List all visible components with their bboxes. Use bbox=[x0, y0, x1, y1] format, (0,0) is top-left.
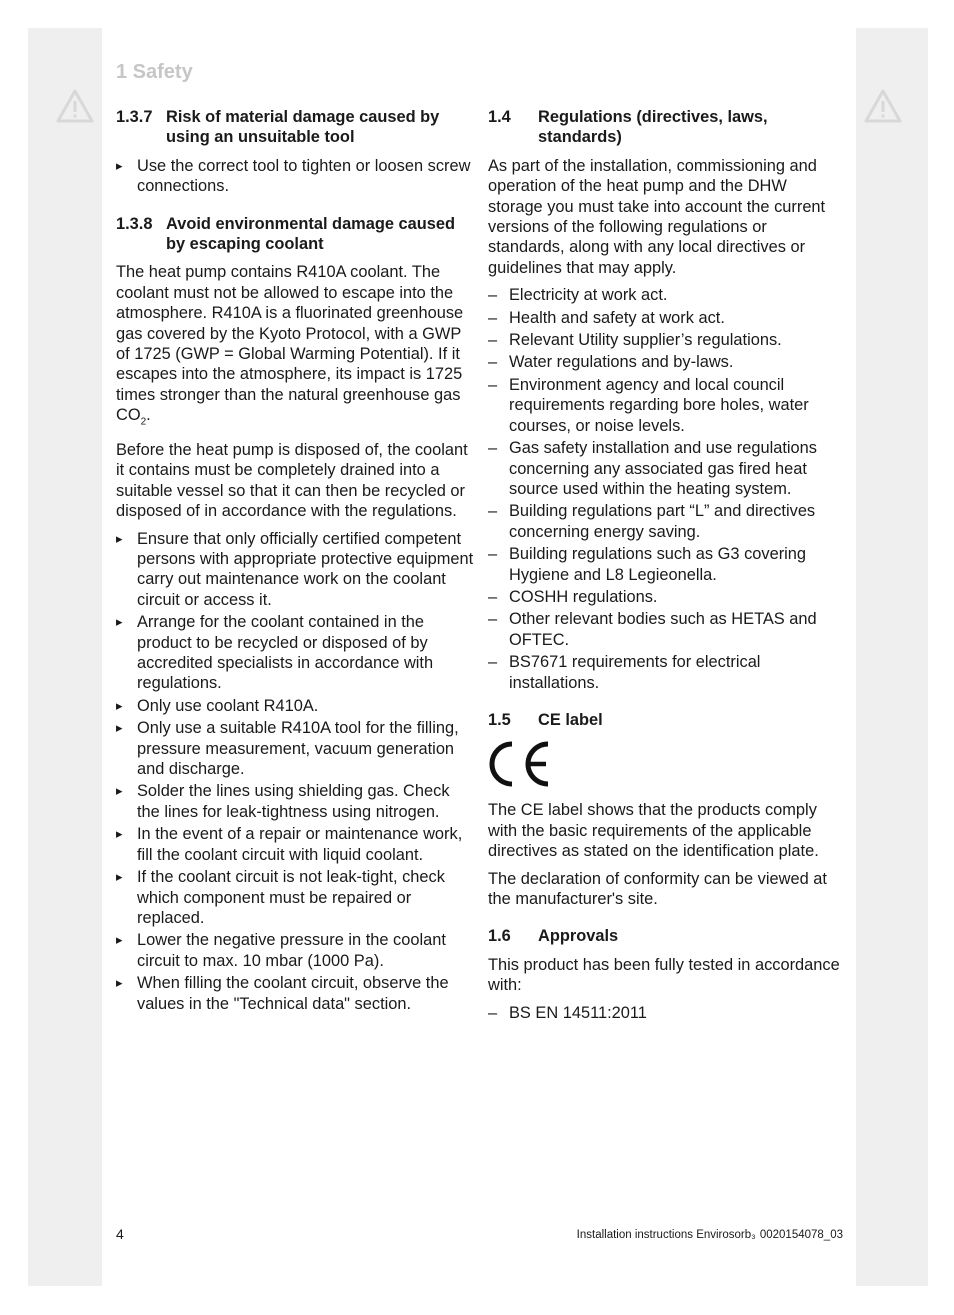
instruction-list bbox=[116, 529, 474, 1014]
list-item: – BS7671 requirements for electrical installations. bbox=[488, 652, 846, 693]
list-item: ▸ When filling the coolant circuit, observe the values in the "Technical data" section. bbox=[116, 973, 474, 1014]
heading-1-3-8 bbox=[116, 214, 474, 255]
footer-doc-info bbox=[573, 1229, 843, 1241]
heading-number: 1.5 bbox=[488, 710, 511, 729]
paragraph: The CE label shows that the products comply with the basic requirements of the applicable directives as stated on the identification plate. bbox=[488, 801, 819, 861]
list-item: – Building regulations such as G3 covering Hygiene and L8 Legieonella. bbox=[488, 544, 846, 585]
paragraph: As part of the installation, commissioning and operation of the heat pump and the DHW storage you must take into account the current versions of the following regulations or standards, along with any local directives or guidelines that may apply. bbox=[488, 156, 826, 277]
page-number: 4 bbox=[116, 1226, 124, 1242]
subscript: 2 bbox=[140, 416, 147, 428]
list-item: ▸ Solder the lines using shielding gas. Check the lines for leak-tightness using nitrogen. bbox=[116, 781, 474, 822]
list-item: – Environment agency and local council requirements regarding bore holes, water courses, or noise levels. bbox=[488, 375, 846, 436]
list-item: – Water regulations and by-laws. bbox=[488, 352, 846, 372]
list-item: – Building regulations part “L” and directives concerning energy saving. bbox=[488, 501, 846, 542]
list-item: ▸ If the coolant circuit is not leak-tight, check which component must be repaired or replaced. bbox=[116, 867, 474, 928]
list-item: ▸ Only use coolant R410A. bbox=[116, 696, 474, 716]
paragraph-end: . bbox=[146, 406, 151, 425]
heading-number: 1.3.8 bbox=[116, 214, 153, 233]
list-item: – Health and safety at work act. bbox=[488, 308, 846, 328]
paragraph: Before the heat pump is disposed of, the coolant it contains must be completely drained into a suitable vessel so that it can then be recycled or disposed of in accordance with the regulations. bbox=[116, 440, 468, 521]
heading-title: Risk of material damage caused by using an unsuitable tool bbox=[166, 108, 440, 147]
list-item: ▸ Lower the negative pressure in the coolant circuit to max. 10 mbar (1000 Pa). bbox=[116, 930, 474, 971]
warning-triangle-icon bbox=[863, 88, 903, 124]
heading-1-4 bbox=[488, 107, 846, 148]
paragraph bbox=[116, 262, 474, 433]
right-margin-band bbox=[856, 28, 928, 1286]
list-item: ▸ Only use a suitable R410A tool for the filling, pressure measurement, vacuum generation and discharge. bbox=[116, 718, 474, 779]
heading-number: 1.6 bbox=[488, 927, 511, 946]
list-item: ▸ In the event of a repair or maintenance work, fill the coolant circuit with liquid coolant. bbox=[116, 824, 474, 865]
heading-title: CE label bbox=[538, 710, 603, 729]
doc-number: 0020154078_03 bbox=[759, 1229, 843, 1241]
heading-1-6 bbox=[488, 926, 846, 946]
list-item: ▸ Arrange for the coolant contained in the product to be recycled or disposed of by accredited specialists in accordance with regulations. bbox=[116, 612, 474, 694]
instruction-list bbox=[116, 156, 474, 197]
doc-title: Installation instructions Envirosorb₃ bbox=[576, 1229, 756, 1241]
heading-title: Avoid environmental damage caused by escaping coolant bbox=[166, 214, 456, 254]
heading-title: Approvals bbox=[538, 927, 619, 946]
heading-number: 1.4 bbox=[488, 108, 511, 126]
warning-triangle-icon bbox=[55, 88, 95, 124]
right-column bbox=[488, 107, 846, 1040]
list-item: ▸ Use the correct tool to tighten or loosen screw connections. bbox=[116, 156, 474, 197]
section-title: 1 Safety bbox=[116, 61, 193, 83]
ce-mark-icon bbox=[488, 738, 846, 790]
list-item: – BS EN 14511:2011 bbox=[488, 1003, 846, 1023]
paragraph: This product has been fully tested in accordance with: bbox=[488, 955, 840, 995]
list-item: ▸ Ensure that only officially certified competent persons with appropriate protective equipment carry out maintenance work on the coolant circuit or access it. bbox=[116, 529, 474, 611]
heading-1-3-7 bbox=[116, 107, 474, 148]
regulations-list bbox=[488, 285, 846, 693]
list-item: – Electricity at work act. bbox=[488, 285, 846, 305]
list-item: – COSHH regulations. bbox=[488, 587, 846, 607]
left-column bbox=[116, 107, 474, 1031]
list-item: – Relevant Utility supplier’s regulations. bbox=[488, 330, 846, 350]
paragraph-text: The heat pump contains R410A coolant. The coolant must not be allowed to escape into the atmosphere. R410A is a fluorinated greenhouse gas covered by the Kyoto Protocol, with a GWP of 1725 (GWP = Global Warming Potential). If it escapes into the atmosphere, its impact is 1725 times stronger than the natural greenhouse gas CO bbox=[116, 263, 464, 425]
paragraph: The declaration of conformity can be viewed at the manufacturer's site. bbox=[488, 869, 827, 908]
list-item: – Other relevant bodies such as HETAS and OFTEC. bbox=[488, 609, 846, 650]
list-item: – Gas safety installation and use regulations concerning any associated gas fired heat source used within the heating system. bbox=[488, 438, 846, 499]
approvals-list bbox=[488, 1003, 846, 1023]
heading-number: 1.3.7 bbox=[116, 108, 153, 126]
heading-1-5 bbox=[488, 710, 846, 730]
left-margin-band bbox=[28, 28, 102, 1286]
heading-title: Regulations (directives, laws, standards) bbox=[538, 108, 768, 147]
